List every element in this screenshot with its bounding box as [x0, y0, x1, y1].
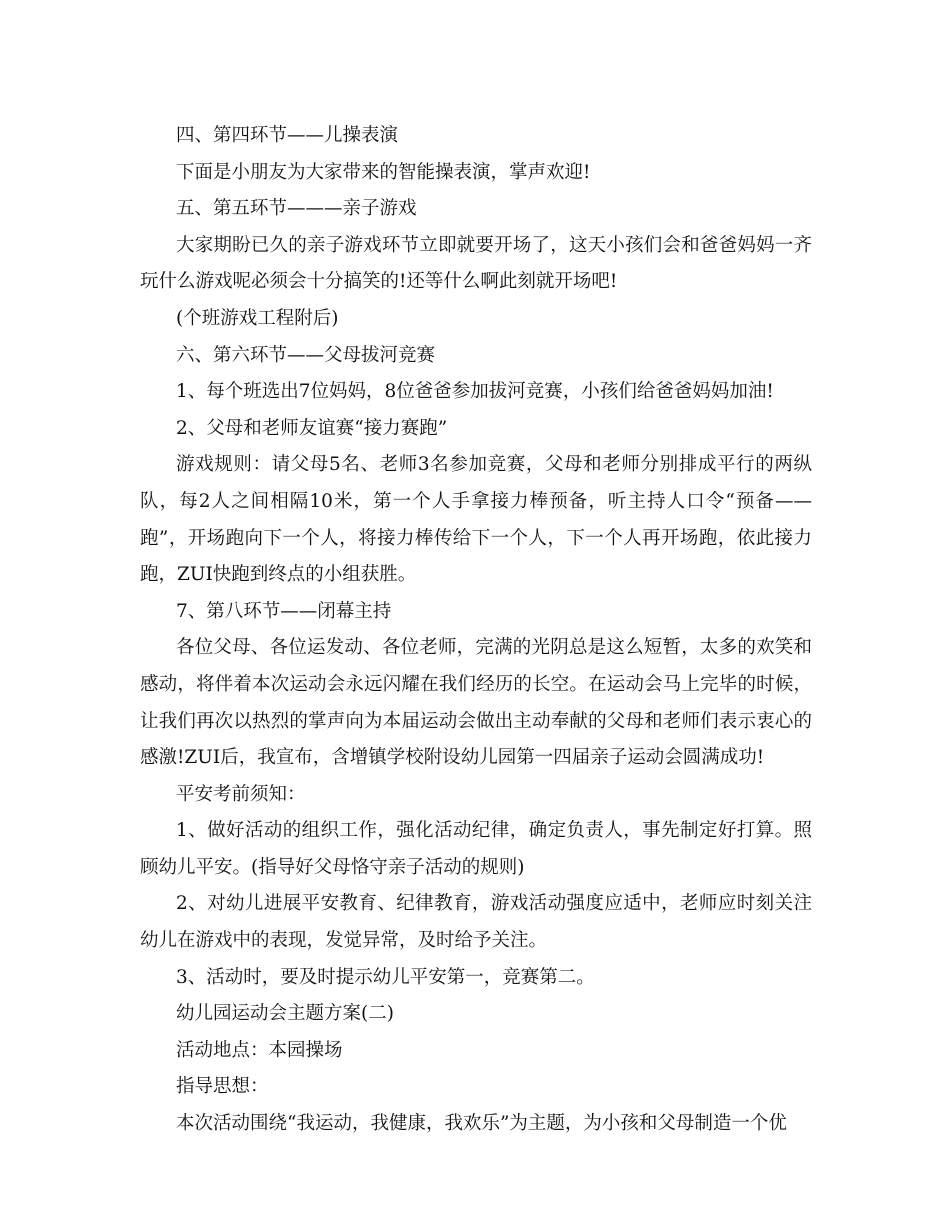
paragraph: 游戏规则：请父母5名、老师3名参加竞赛，父母和老师分别排成平行的两纵队，每2人之间相隔10米，第一个人手拿接力棒预备，听主持人口令“预备——跑”，开场跑向下一个人，将接力棒传给下一个人，下一个人再开场跑，依此接力跑，ZUI快跑到终点的小组获胜。: [140, 454, 812, 586]
paragraph: (个班游戏工程附后): [176, 307, 339, 329]
safety-heading: 平安考前须知：: [176, 783, 306, 805]
paragraph: 下面是小朋友为大家带来的智能操表演，掌声欢迎!: [176, 161, 591, 183]
paragraph: 本次活动围绕“我运动，我健康，我欢乐”为主题，为小孩和父母制造一个优: [176, 1113, 787, 1135]
section-heading-6: 六、第六环节——父母拔河竞赛: [176, 344, 436, 366]
plan-title: 幼儿园运动会主题方案(二): [176, 1003, 394, 1025]
list-item: 1、每个班选出7位妈妈，8位爸爸参加拔河竞赛，小孩们给爸爸妈妈加油!: [176, 381, 774, 403]
list-item: 3、活动时，要及时提示幼儿平安第一，竞赛第二。: [176, 966, 595, 988]
paragraph: 大家期盼已久的亲子游戏环节立即就要开场了，这天小孩们会和爸爸妈妈一齐玩什么游戏呢必须会十分搞笑的!还等什么啊此刻就开场吧!: [140, 234, 812, 293]
list-item: 2、父母和老师友谊赛“接力赛跑”: [176, 417, 448, 439]
list-item: 2、对幼儿进展平安教育、纪律教育，游戏活动强度应适中，老师应时刻关注幼儿在游戏中的表现，发觉异常，及时给予关注。: [140, 893, 812, 952]
section-heading-4: 四、第四环节——儿操表演: [176, 125, 399, 146]
list-item: 1、做好活动的组织工作，强化活动纪律，确定负责人，事先制定好打算。照顾幼儿平安。(指导好父母恪守亲子活动的规则): [140, 820, 812, 878]
paragraph: 指导思想：: [176, 1076, 269, 1098]
document-body: [140, 118, 812, 1143]
paragraph: 各位父母、各位运发动、各位老师，完满的光阴总是这么短暂，太多的欢笑和感动，将伴着本次运动会永远闪耀在我们经历的长空。在运动会马上完毕的时候，让我们再次以热烈的掌声向为本届运动会做出主动奉献的父母和老师们表示衷心的感激!ZUI后，我宣布，含增镇学校附设幼儿园第一四届亲子运动会圆满成功!: [140, 637, 812, 769]
section-heading-5: 五、第五环节———亲子游戏: [176, 198, 417, 220]
paragraph: 活动地点：本园操场: [176, 1039, 343, 1061]
section-heading-8: 7、第八环节——闭幕主持: [176, 600, 392, 622]
